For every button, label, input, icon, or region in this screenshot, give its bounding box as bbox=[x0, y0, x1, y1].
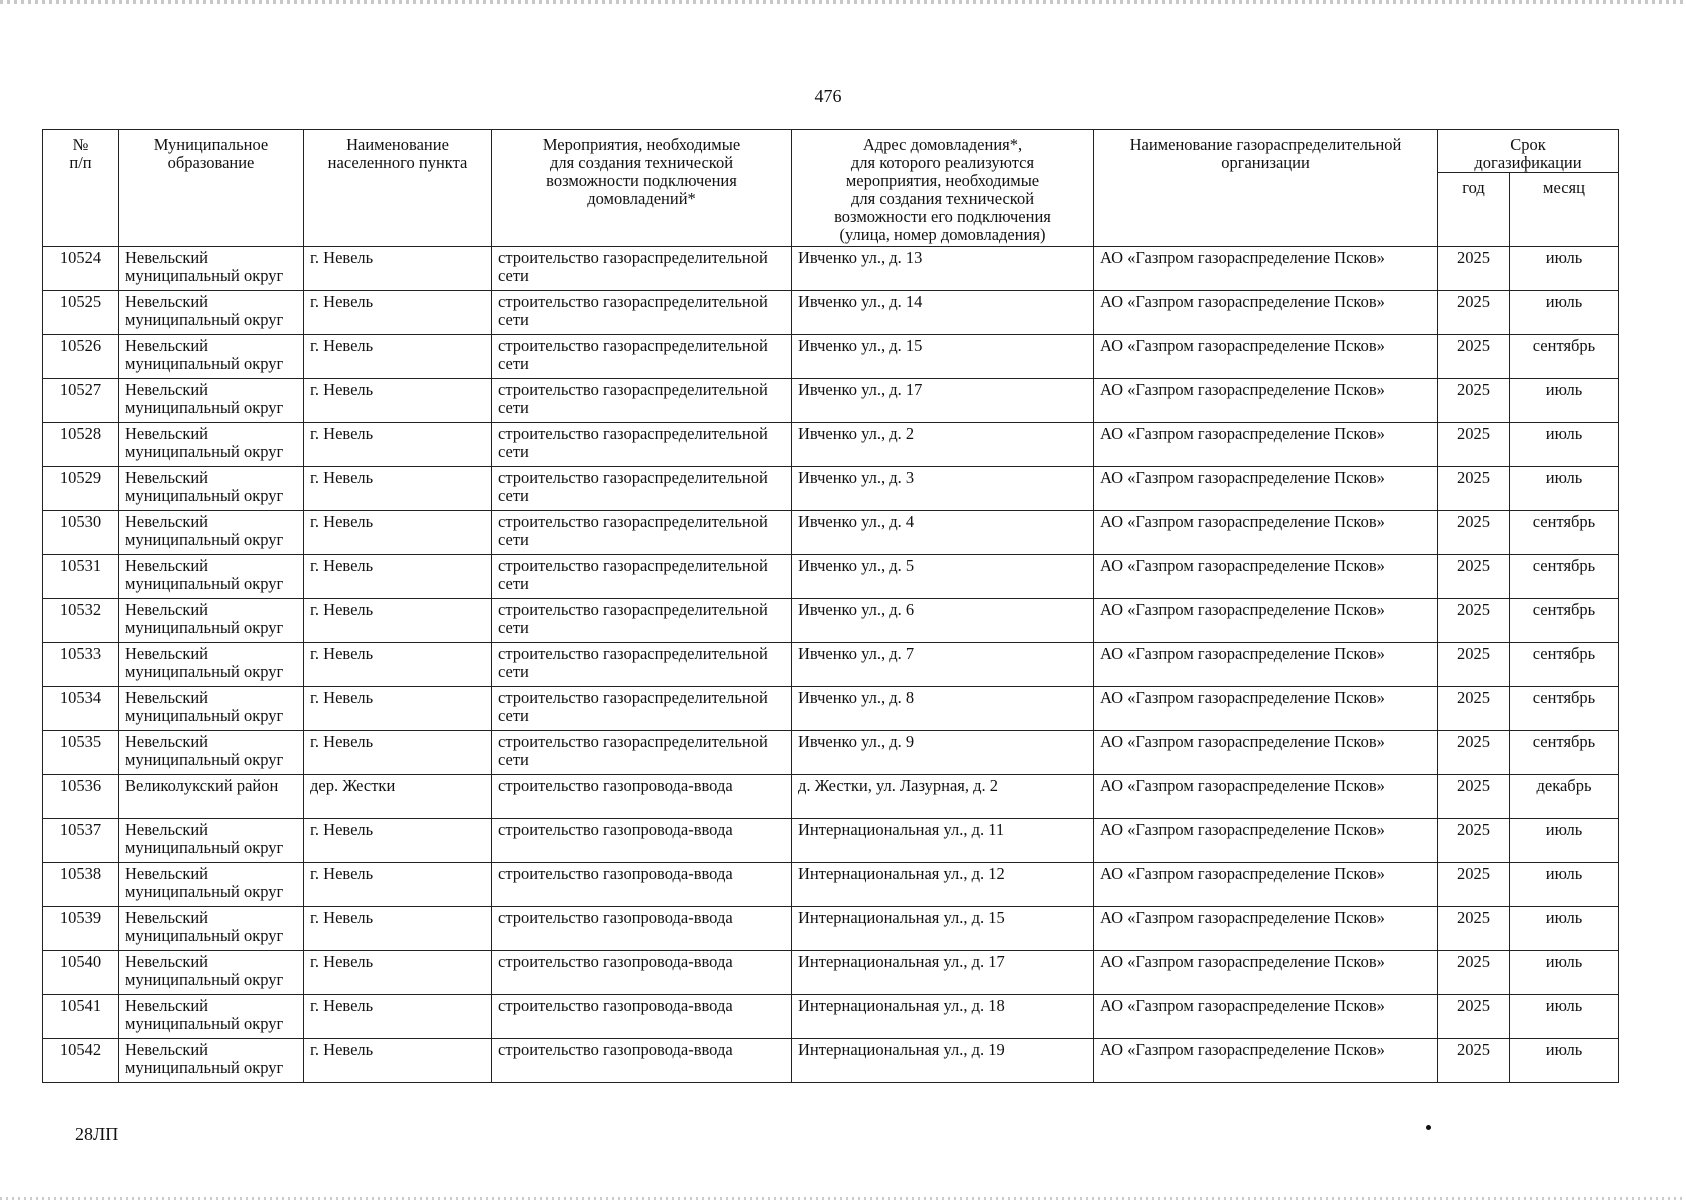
cell-year: 2025 bbox=[1438, 643, 1510, 687]
cell-activity: строительство газораспределительной сети bbox=[492, 555, 792, 599]
cell-activity: строительство газораспределительной сети bbox=[492, 687, 792, 731]
header-col-activities-text: Мероприятия, необходимые для создания технической возможности подключения домовладений* bbox=[542, 135, 741, 208]
footer-code: 28ЛП bbox=[75, 1124, 119, 1144]
cell-month: июль bbox=[1510, 951, 1619, 995]
cell-year: 2025 bbox=[1438, 247, 1510, 291]
cell-address: Ивченко ул., д. 14 bbox=[792, 291, 1094, 335]
cell-organization: АО «Газпром газораспределение Псков» bbox=[1094, 687, 1438, 731]
cell-year: 2025 bbox=[1438, 731, 1510, 775]
cell-month: сентябрь bbox=[1510, 511, 1619, 555]
header-col-settlement bbox=[304, 130, 492, 247]
cell-year: 2025 bbox=[1438, 423, 1510, 467]
cell-number: 10533 bbox=[43, 643, 119, 687]
cell-settlement: г. Невель bbox=[304, 423, 492, 467]
header-col-year-text: год bbox=[1462, 178, 1485, 197]
header-col-activities bbox=[492, 130, 792, 247]
cell-municipality: Невельский муниципальный округ bbox=[119, 995, 304, 1039]
cell-organization: АО «Газпром газораспределение Псков» bbox=[1094, 995, 1438, 1039]
cell-month: июль bbox=[1510, 1039, 1619, 1083]
cell-year: 2025 bbox=[1438, 687, 1510, 731]
cell-month: июль bbox=[1510, 907, 1619, 951]
cell-number: 10536 bbox=[43, 775, 119, 819]
cell-municipality: Невельский муниципальный округ bbox=[119, 643, 304, 687]
cell-address: Интернациональная ул., д. 11 bbox=[792, 819, 1094, 863]
cell-month: сентябрь bbox=[1510, 599, 1619, 643]
cell-number: 10539 bbox=[43, 907, 119, 951]
table-row bbox=[43, 247, 1619, 291]
table-row bbox=[43, 599, 1619, 643]
cell-activity: строительство газопровода-ввода bbox=[492, 907, 792, 951]
header-col-num-text: № п/п bbox=[69, 135, 92, 172]
cell-month: июль bbox=[1510, 863, 1619, 907]
cell-municipality: Невельский муниципальный округ bbox=[119, 599, 304, 643]
table-row bbox=[43, 379, 1619, 423]
cell-year: 2025 bbox=[1438, 995, 1510, 1039]
table-row bbox=[43, 995, 1619, 1039]
cell-municipality: Невельский муниципальный округ bbox=[119, 951, 304, 995]
cell-month: сентябрь bbox=[1510, 687, 1619, 731]
cell-municipality: Невельский муниципальный округ bbox=[119, 1039, 304, 1083]
cell-organization: АО «Газпром газораспределение Псков» bbox=[1094, 863, 1438, 907]
cell-activity: строительство газораспределительной сети bbox=[492, 379, 792, 423]
cell-settlement: г. Невель bbox=[304, 555, 492, 599]
cell-number: 10538 bbox=[43, 863, 119, 907]
cell-year: 2025 bbox=[1438, 863, 1510, 907]
cell-municipality: Невельский муниципальный округ bbox=[119, 379, 304, 423]
cell-settlement: г. Невель bbox=[304, 819, 492, 863]
cell-activity: строительство газораспределительной сети bbox=[492, 423, 792, 467]
table-container bbox=[42, 129, 1618, 1083]
table-row bbox=[43, 687, 1619, 731]
cell-year: 2025 bbox=[1438, 951, 1510, 995]
header-col-address-text: Адрес домовладения*, для которого реализуются мероприятия, необходимые для создания технической возможности его подключения (улица, номер домовладения) bbox=[834, 135, 1051, 244]
cell-organization: АО «Газпром газораспределение Псков» bbox=[1094, 599, 1438, 643]
cell-activity: строительство газораспределительной сети bbox=[492, 247, 792, 291]
cell-municipality: Великолукский район bbox=[119, 775, 304, 819]
cell-municipality: Невельский муниципальный округ bbox=[119, 819, 304, 863]
cell-settlement: г. Невель bbox=[304, 467, 492, 511]
header-col-deadline bbox=[1438, 130, 1619, 173]
cell-address: Интернациональная ул., д. 15 bbox=[792, 907, 1094, 951]
header-col-month bbox=[1510, 173, 1619, 247]
cell-activity: строительство газораспределительной сети bbox=[492, 467, 792, 511]
cell-activity: строительство газораспределительной сети bbox=[492, 643, 792, 687]
cell-municipality: Невельский муниципальный округ bbox=[119, 467, 304, 511]
cell-municipality: Невельский муниципальный округ bbox=[119, 863, 304, 907]
scan-edge-top bbox=[0, 0, 1686, 4]
cell-organization: АО «Газпром газораспределение Псков» bbox=[1094, 555, 1438, 599]
cell-number: 10542 bbox=[43, 1039, 119, 1083]
cell-month: июль bbox=[1510, 379, 1619, 423]
cell-organization: АО «Газпром газораспределение Псков» bbox=[1094, 423, 1438, 467]
cell-year: 2025 bbox=[1438, 775, 1510, 819]
cell-organization: АО «Газпром газораспределение Псков» bbox=[1094, 467, 1438, 511]
table-body bbox=[43, 247, 1619, 1083]
cell-settlement: г. Невель bbox=[304, 687, 492, 731]
cell-activity: строительство газораспределительной сети bbox=[492, 291, 792, 335]
cell-address: Ивченко ул., д. 4 bbox=[792, 511, 1094, 555]
cell-organization: АО «Газпром газораспределение Псков» bbox=[1094, 775, 1438, 819]
header-col-deadline-text: Срок догазификации bbox=[1474, 135, 1582, 172]
cell-number: 10532 bbox=[43, 599, 119, 643]
cell-number: 10524 bbox=[43, 247, 119, 291]
table-row bbox=[43, 423, 1619, 467]
table-row bbox=[43, 291, 1619, 335]
table-row bbox=[43, 819, 1619, 863]
table-header bbox=[43, 130, 1619, 247]
cell-organization: АО «Газпром газораспределение Псков» bbox=[1094, 511, 1438, 555]
cell-settlement: г. Невель bbox=[304, 951, 492, 995]
cell-settlement: г. Невель bbox=[304, 335, 492, 379]
cell-year: 2025 bbox=[1438, 1039, 1510, 1083]
cell-organization: АО «Газпром газораспределение Псков» bbox=[1094, 1039, 1438, 1083]
cell-municipality: Невельский муниципальный округ bbox=[119, 907, 304, 951]
cell-organization: АО «Газпром газораспределение Псков» bbox=[1094, 951, 1438, 995]
cell-municipality: Невельский муниципальный округ bbox=[119, 247, 304, 291]
cell-settlement: г. Невель bbox=[304, 643, 492, 687]
header-col-municipality-text: Муниципальное образование bbox=[153, 135, 269, 172]
cell-settlement: г. Невель bbox=[304, 995, 492, 1039]
cell-number: 10540 bbox=[43, 951, 119, 995]
gasification-table bbox=[42, 129, 1619, 1083]
cell-month: декабрь bbox=[1510, 775, 1619, 819]
cell-activity: строительство газопровода-ввода bbox=[492, 819, 792, 863]
header-col-year bbox=[1438, 173, 1510, 247]
cell-year: 2025 bbox=[1438, 467, 1510, 511]
cell-month: июль bbox=[1510, 819, 1619, 863]
header-col-org bbox=[1094, 130, 1438, 247]
cell-settlement: г. Невель bbox=[304, 907, 492, 951]
cell-number: 10534 bbox=[43, 687, 119, 731]
cell-number: 10526 bbox=[43, 335, 119, 379]
header-col-num bbox=[43, 130, 119, 247]
cell-address: д. Жестки, ул. Лазурная, д. 2 bbox=[792, 775, 1094, 819]
cell-year: 2025 bbox=[1438, 819, 1510, 863]
page-number: 476 bbox=[814, 86, 842, 106]
cell-activity: строительство газораспределительной сети bbox=[492, 731, 792, 775]
cell-organization: АО «Газпром газораспределение Псков» bbox=[1094, 907, 1438, 951]
header-col-month-text: месяц bbox=[1543, 178, 1585, 197]
table-row bbox=[43, 775, 1619, 819]
cell-number: 10525 bbox=[43, 291, 119, 335]
header-col-address bbox=[792, 130, 1094, 247]
cell-month: июль bbox=[1510, 291, 1619, 335]
cell-month: июль bbox=[1510, 995, 1619, 1039]
table-row bbox=[43, 643, 1619, 687]
cell-year: 2025 bbox=[1438, 555, 1510, 599]
cell-organization: АО «Газпром газораспределение Псков» bbox=[1094, 819, 1438, 863]
cell-address: Ивченко ул., д. 8 bbox=[792, 687, 1094, 731]
cell-number: 10535 bbox=[43, 731, 119, 775]
cell-address: Ивченко ул., д. 9 bbox=[792, 731, 1094, 775]
cell-activity: строительство газораспределительной сети bbox=[492, 511, 792, 555]
cell-settlement: г. Невель bbox=[304, 511, 492, 555]
cell-settlement: г. Невель bbox=[304, 863, 492, 907]
cell-number: 10527 bbox=[43, 379, 119, 423]
cell-organization: АО «Газпром газораспределение Псков» bbox=[1094, 291, 1438, 335]
cell-settlement: г. Невель bbox=[304, 379, 492, 423]
cell-year: 2025 bbox=[1438, 599, 1510, 643]
cell-settlement: г. Невель bbox=[304, 1039, 492, 1083]
cell-month: сентябрь bbox=[1510, 555, 1619, 599]
cell-organization: АО «Газпром газораспределение Псков» bbox=[1094, 335, 1438, 379]
cell-settlement: дер. Жестки bbox=[304, 775, 492, 819]
cell-year: 2025 bbox=[1438, 379, 1510, 423]
cell-address: Ивченко ул., д. 7 bbox=[792, 643, 1094, 687]
cell-address: Интернациональная ул., д. 12 bbox=[792, 863, 1094, 907]
cell-activity: строительство газораспределительной сети bbox=[492, 335, 792, 379]
cell-address: Ивченко ул., д. 6 bbox=[792, 599, 1094, 643]
cell-organization: АО «Газпром газораспределение Псков» bbox=[1094, 731, 1438, 775]
header-col-municipality bbox=[119, 130, 304, 247]
table-row bbox=[43, 511, 1619, 555]
cell-activity: строительство газопровода-ввода bbox=[492, 863, 792, 907]
cell-municipality: Невельский муниципальный округ bbox=[119, 335, 304, 379]
cell-address: Ивченко ул., д. 13 bbox=[792, 247, 1094, 291]
cell-activity: строительство газопровода-ввода bbox=[492, 951, 792, 995]
cell-address: Интернациональная ул., д. 17 bbox=[792, 951, 1094, 995]
cell-number: 10530 bbox=[43, 511, 119, 555]
cell-activity: строительство газопровода-ввода bbox=[492, 1039, 792, 1083]
cell-number: 10537 bbox=[43, 819, 119, 863]
table-row bbox=[43, 467, 1619, 511]
table-row bbox=[43, 555, 1619, 599]
header-col-settlement-text: Наименование населенного пункта bbox=[327, 135, 468, 172]
cell-month: июль bbox=[1510, 247, 1619, 291]
cell-organization: АО «Газпром газораспределение Псков» bbox=[1094, 643, 1438, 687]
cell-organization: АО «Газпром газораспределение Псков» bbox=[1094, 247, 1438, 291]
cell-address: Интернациональная ул., д. 19 bbox=[792, 1039, 1094, 1083]
cell-address: Ивченко ул., д. 15 bbox=[792, 335, 1094, 379]
cell-year: 2025 bbox=[1438, 335, 1510, 379]
cell-year: 2025 bbox=[1438, 291, 1510, 335]
cell-settlement: г. Невель bbox=[304, 291, 492, 335]
cell-address: Ивченко ул., д. 2 bbox=[792, 423, 1094, 467]
cell-number: 10531 bbox=[43, 555, 119, 599]
header-col-org-text: Наименование газораспределительной организации bbox=[1129, 135, 1402, 172]
header-row bbox=[43, 130, 1619, 173]
table-row bbox=[43, 335, 1619, 379]
cell-municipality: Невельский муниципальный округ bbox=[119, 291, 304, 335]
cell-month: сентябрь bbox=[1510, 731, 1619, 775]
cell-number: 10528 bbox=[43, 423, 119, 467]
cell-address: Ивченко ул., д. 3 bbox=[792, 467, 1094, 511]
cell-organization: АО «Газпром газораспределение Псков» bbox=[1094, 379, 1438, 423]
table-row bbox=[43, 951, 1619, 995]
cell-number: 10541 bbox=[43, 995, 119, 1039]
cell-month: сентябрь bbox=[1510, 335, 1619, 379]
cell-activity: строительство газораспределительной сети bbox=[492, 599, 792, 643]
cell-address: Ивченко ул., д. 5 bbox=[792, 555, 1094, 599]
table-row bbox=[43, 907, 1619, 951]
cell-month: июль bbox=[1510, 423, 1619, 467]
table-row bbox=[43, 731, 1619, 775]
cell-month: июль bbox=[1510, 467, 1619, 511]
cell-month: сентябрь bbox=[1510, 643, 1619, 687]
cell-municipality: Невельский муниципальный округ bbox=[119, 687, 304, 731]
cell-municipality: Невельский муниципальный округ bbox=[119, 423, 304, 467]
cell-settlement: г. Невель bbox=[304, 731, 492, 775]
cell-address: Ивченко ул., д. 17 bbox=[792, 379, 1094, 423]
cell-activity: строительство газопровода-ввода bbox=[492, 995, 792, 1039]
table-row bbox=[43, 1039, 1619, 1083]
footer-dot-mark bbox=[1426, 1125, 1431, 1130]
cell-number: 10529 bbox=[43, 467, 119, 511]
cell-municipality: Невельский муниципальный округ bbox=[119, 731, 304, 775]
cell-settlement: г. Невель bbox=[304, 247, 492, 291]
cell-municipality: Невельский муниципальный округ bbox=[119, 511, 304, 555]
table-row bbox=[43, 863, 1619, 907]
cell-address: Интернациональная ул., д. 18 bbox=[792, 995, 1094, 1039]
cell-activity: строительство газопровода-ввода bbox=[492, 775, 792, 819]
cell-year: 2025 bbox=[1438, 907, 1510, 951]
cell-year: 2025 bbox=[1438, 511, 1510, 555]
cell-municipality: Невельский муниципальный округ bbox=[119, 555, 304, 599]
cell-settlement: г. Невель bbox=[304, 599, 492, 643]
